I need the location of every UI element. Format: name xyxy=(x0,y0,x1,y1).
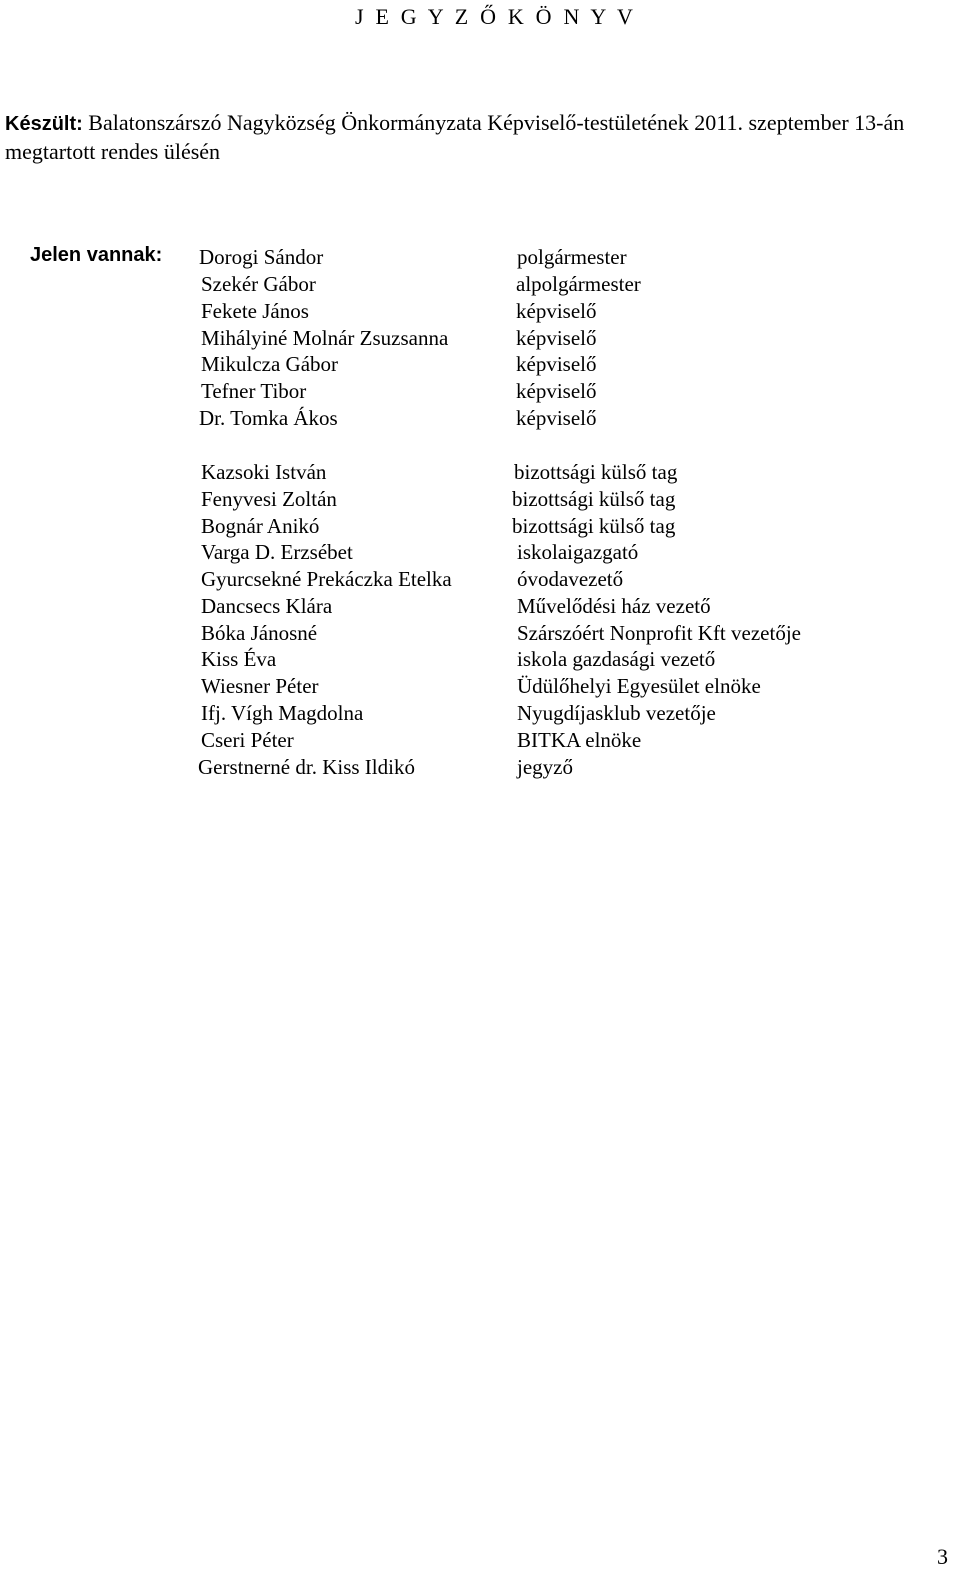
guest-row xyxy=(0,647,960,674)
guest-row xyxy=(0,540,960,567)
attendee-role: képviselő xyxy=(516,406,597,430)
guest-row xyxy=(0,487,960,514)
attendee-row xyxy=(0,406,960,433)
attendee-role: képviselő xyxy=(516,326,597,350)
guest-role: iskolaigazgató xyxy=(517,540,639,564)
guest-name: Bóka Jánosné xyxy=(201,621,318,645)
attendee-name: Fekete János xyxy=(201,299,309,323)
guest-name: Bognár Anikó xyxy=(201,514,320,538)
guest-name: Wiesner Péter xyxy=(201,674,319,698)
attendee-row xyxy=(0,379,960,406)
guest-role: Szárszóért Nonprofit Kft vezetője xyxy=(517,621,801,645)
guest-role: jegyző xyxy=(517,755,573,779)
attendee-role: képviselő xyxy=(516,299,597,323)
guest-role: Üdülőhelyi Egyesület elnöke xyxy=(517,674,761,698)
attendee-role: képviselő xyxy=(516,379,597,403)
guest-name: Dancsecs Klára xyxy=(201,594,333,618)
attendee-name: Tefner Tibor xyxy=(201,379,307,403)
guest-role: BITKA elnöke xyxy=(517,728,642,752)
attendee-name: Szekér Gábor xyxy=(201,272,316,296)
guest-role: óvodavezető xyxy=(517,567,624,591)
guest-row xyxy=(0,728,960,755)
guest-row xyxy=(0,755,960,782)
intro-label: Készült: xyxy=(5,113,83,135)
guest-row xyxy=(0,514,960,541)
guest-name: Varga D. Erzsébet xyxy=(201,540,353,564)
guest-name: Gyurcsekné Prekáczka Etelka xyxy=(201,567,452,591)
document-title: J E G Y Z Ő K Ö N Y V xyxy=(355,4,637,29)
attendee-role: képviselő xyxy=(516,352,597,376)
attendee-name: Mihályiné Molnár Zsuzsanna xyxy=(201,326,449,350)
guest-role: Nyugdíjasklub vezetője xyxy=(517,701,716,725)
attendee-row xyxy=(0,326,960,353)
guest-name: Cseri Péter xyxy=(201,728,294,752)
attendee-row xyxy=(0,245,960,272)
guest-role: bizottsági külső tag xyxy=(512,487,676,511)
page-number: 3 xyxy=(937,1544,948,1569)
attendee-row xyxy=(0,299,960,326)
guest-row xyxy=(0,701,960,728)
attendee-name: Mikulcza Gábor xyxy=(201,352,339,376)
guest-name: Kiss Éva xyxy=(201,647,277,671)
intro-paragraph xyxy=(5,109,953,166)
guest-name: Fenyvesi Zoltán xyxy=(201,487,337,511)
guest-role: iskola gazdasági vezető xyxy=(517,647,716,671)
guest-name: Ifj. Vígh Magdolna xyxy=(201,701,364,725)
guest-row xyxy=(0,594,960,621)
guest-role: Művelődési ház vezető xyxy=(517,594,711,618)
guest-name: Kazsoki István xyxy=(201,460,327,484)
guest-name: Gerstnerné dr. Kiss Ildikó xyxy=(198,755,415,779)
guest-role: bizottsági külső tag xyxy=(512,514,676,538)
guest-row xyxy=(0,567,960,594)
attendee-role: polgármester xyxy=(517,245,627,269)
guest-row xyxy=(0,621,960,648)
attendee-role: alpolgármester xyxy=(516,272,641,296)
intro-text: Balatonszárszó Nagyközség Önkormányzata Képviselő-testületének 2011. szeptember 13-án megtartott rendes ülésén xyxy=(5,110,905,164)
attendee-name: Dorogi Sándor xyxy=(199,245,324,269)
attendee-row xyxy=(0,352,960,379)
guest-role: bizottsági külső tag xyxy=(514,460,678,484)
guest-row xyxy=(0,674,960,701)
attendee-name: Dr. Tomka Ákos xyxy=(199,406,338,430)
guest-row xyxy=(0,460,960,487)
attendee-row xyxy=(0,272,960,299)
present-label: Jelen vannak: xyxy=(30,244,163,266)
